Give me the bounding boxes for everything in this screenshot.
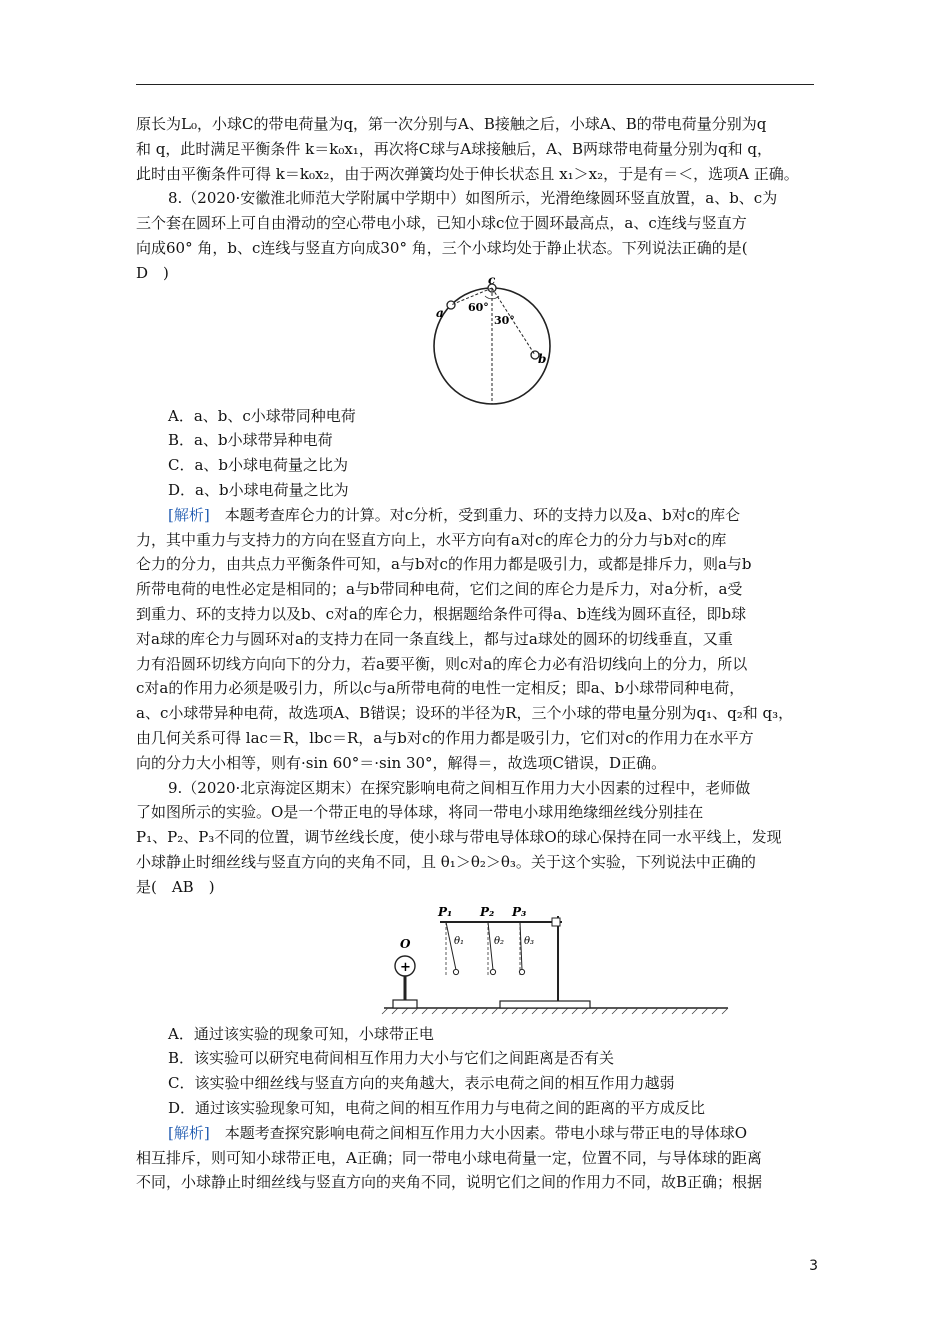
small-ball-1 <box>453 969 458 974</box>
label-theta3: θ₃ <box>524 935 535 947</box>
label-P3: P₃ <box>512 904 527 919</box>
label-theta1: θ₁ <box>454 935 465 947</box>
label-angle-60: 60° <box>468 300 489 314</box>
analysis-text: 本题考查探究影响电荷之间相互作用力大小因素。带电小球与带正电的导体球O <box>209 1123 748 1142</box>
label-angle-30: 30° <box>494 313 515 327</box>
page-number: 3 <box>809 1258 818 1274</box>
question-8-stem-line: 8.（2020·安徽淮北师范大学附属中学期中）如图所示，光滑绝缘圆环竖直放置，a、b、c为 <box>168 189 778 208</box>
option: A．a、b、c小球带同种电荷 <box>168 406 356 425</box>
label-theta2: θ₂ <box>494 935 505 947</box>
stand-base <box>500 1001 590 1008</box>
option: A．通过该实验的现象可知，小球带正电 <box>168 1024 434 1043</box>
question-9-stem-line: P₁、P₂、P₃不同的位置，调节丝线长度，使小球与带电导体球O的球心保持在同一水平线上，发现 <box>136 828 782 847</box>
question-9-answer: 是( AB ) <box>136 877 215 896</box>
analysis-line: 到重力、环的支持力以及b、c对a的库仑力，根据题给条件可得a、b连线为圆环直径，即b球 <box>136 604 747 623</box>
analysis-line: 仑力的分力，由共点力平衡条件可知，a与b对c的作用力都是吸引力，或都是排斥力，则a与b <box>136 555 752 574</box>
question-8-stem-line: 向成60° 角，b、c连线与竖直方向成30° 角，三个小球均处于静止状态。下列说法正确的是( <box>136 238 748 257</box>
analysis-tag: [解析] <box>168 1123 210 1142</box>
question-8-answer: D ) <box>136 263 169 282</box>
text-line: 此时由平衡条件可得 k＝k₀x₂，由于两次弹簧均处于伸长状态且 x₁＞x₂，于是有＝＜，选项A 正确。 <box>136 164 799 183</box>
analysis-line: 由几何关系可得 lac＝R，lbc＝R，a与b对c的作用力都是吸引力，它们对c的作用力在水平方 <box>136 728 754 747</box>
analysis-line <box>136 503 816 528</box>
label-P2: P₂ <box>480 904 495 919</box>
apparatus-diagram <box>136 900 816 1022</box>
analysis-text: 本题考查库仑力的计算。对c分析，受到重力、环的支持力以及a、b对c的库仑 <box>209 505 741 524</box>
analysis-line: 对a球的库仑力与圆环对a的支持力在同一条直线上，都与过a球处的圆环的切线垂直，又重 <box>136 629 733 648</box>
label-P1: P₁ <box>438 904 453 919</box>
header-rule <box>136 84 814 85</box>
analysis-line: 力有沿圆环切线方向向下的分力，若a要平衡，则c对a的库仑力必有沿切线向上的分力，所以 <box>136 654 748 673</box>
page-content <box>136 112 816 1195</box>
analysis-line: 不同，小球静止时细丝线与竖直方向的夹角不同，说明它们之间的作用力不同，故B正确；根据 <box>136 1173 763 1192</box>
option: D．通过该实验现象可知，电荷之间的相互作用力与电荷之间的距离的平方成反比 <box>168 1098 706 1117</box>
label-b: b <box>538 351 547 366</box>
text-line: 和 q，此时满足平衡条件 k＝k₀x₁，再次将C球与A球接触后，A、B两球带电荷量分别为q和 q， <box>136 139 772 158</box>
analysis-tag: [解析] <box>168 505 210 524</box>
analysis-line: a、c小球带异种电荷，故选项A、B错误；设环的半径为R，三个小球的带电量分别为q₁、q₂和 q₃， <box>136 704 794 723</box>
analysis-line: 向的分力大小相等，则有·sin 60°＝·sin 30°，解得＝，故选项C错误，D正确。 <box>136 753 667 772</box>
table-hatch <box>382 1008 728 1014</box>
analysis-line: c对a的作用力必须是吸引力，所以c与a所带电荷的电性一定相反；即a、b小球带同种电荷， <box>136 679 745 698</box>
figure-ring <box>136 272 816 404</box>
text-line: 原长为L₀，小球C的带电荷量为q，第一次分别与A、B接触之后，小球A、B的带电荷量分别为q <box>136 115 767 133</box>
ring-diagram <box>136 272 816 404</box>
option: B．a、b小球带异种电荷 <box>168 431 333 450</box>
analysis-line <box>136 1121 816 1146</box>
option: B．该实验可以研究电荷间相互作用力大小与它们之间距离是否有关 <box>168 1049 615 1068</box>
label-O: O <box>400 936 411 951</box>
question-9-stem-line: 小球静止时细丝线与竖直方向的夹角不同，且 θ₁＞θ₂＞θ₃。关于这个实验，下列说法中正确的 <box>136 852 756 871</box>
option: C．该实验中细丝线与竖直方向的夹角越大，表示电荷之间的相互作用力越弱 <box>168 1074 675 1093</box>
clamp <box>552 918 560 926</box>
analysis-line: 力，其中重力与支持力的方向在竖直方向上，水平方向有a对c的库仑力的分力与b对c的库 <box>136 530 727 549</box>
figure-apparatus <box>136 900 816 1022</box>
small-ball-2 <box>490 969 495 974</box>
option: D．a、b小球电荷量之比为 <box>168 480 349 499</box>
sphere-base <box>393 1000 417 1008</box>
analysis-line: 所带电荷的电性必定是相同的；a与b带同种电荷，它们之间的库仑力是斥力，对a分析，a受 <box>136 580 743 599</box>
label-a: a <box>436 305 444 320</box>
plus-sign: + <box>400 959 411 975</box>
small-ball-3 <box>519 969 524 974</box>
question-9-stem-line: 9.（2020·北京海淀区期末）在探究影响电荷之间相互作用力大小因素的过程中，老师做 <box>168 778 751 797</box>
label-c: c <box>488 272 496 287</box>
question-9-stem-line: 了如图所示的实验。O是一个带正电的导体球，将同一带电小球用绝缘细丝线分别挂在 <box>136 803 704 822</box>
question-8-stem-line: 三个套在圆环上可自由滑动的空心带电小球，已知小球c位于圆环最高点，a、c连线与竖直方 <box>136 214 747 233</box>
analysis-line: 相互排斥，则可知小球带正电，A正确；同一带电小球电荷量一定，位置不同，与导体球的距离 <box>136 1148 762 1167</box>
thread-2 <box>488 922 493 970</box>
option: C．a、b小球电荷量之比为 <box>168 456 349 475</box>
